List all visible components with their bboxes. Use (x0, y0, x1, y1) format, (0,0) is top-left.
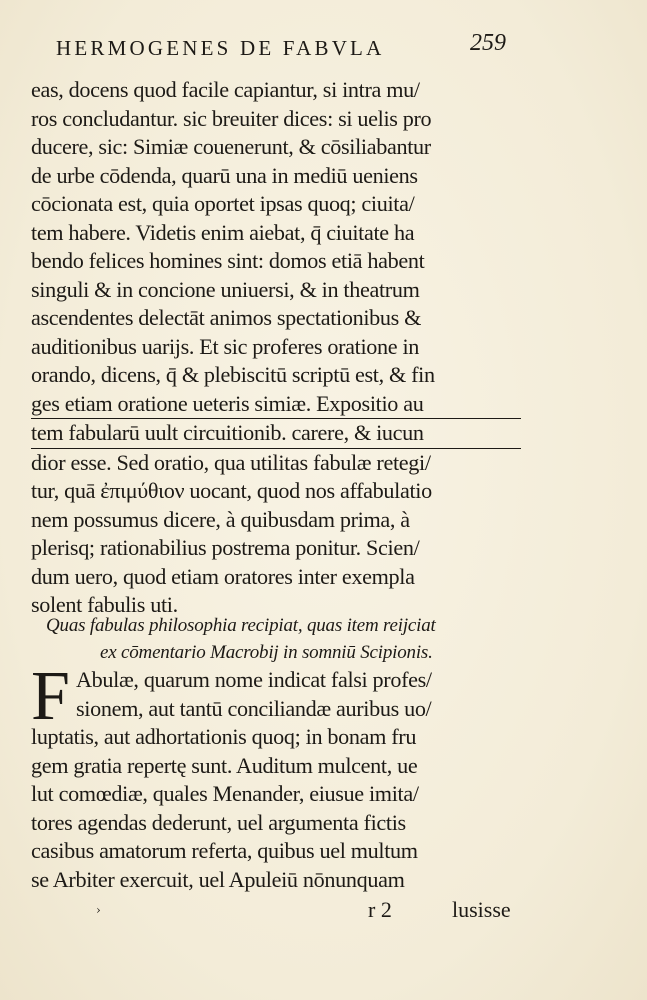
text-line: casibus amatorum referta, quibus uel multum (31, 838, 418, 863)
text-line: tores agendas dederunt, uel argumenta fictis (31, 809, 406, 835)
section-heading-line: Quas fabulas philosophia recipiat, quas item reijciat (46, 615, 436, 636)
text-line: lut comœdiæ, quales Menander, eiusue imita/ (31, 781, 419, 806)
signature-mark: r 2 (368, 897, 392, 922)
text-line: ros concludantur. sic breuiter dices: si uelis pro (31, 105, 432, 131)
text-line: sionem, aut tantū conciliandæ auribus uo/ (76, 695, 432, 721)
text-line: ducere, sic: Simiæ couenerunt, & cōsiliabantur (31, 134, 431, 159)
text-line: tem habere. Videtis enim aiebat, q̄ ciuitate ha (31, 219, 415, 245)
catchword: lusisse (452, 897, 511, 922)
text-line: plerisq; rationabilius postrema ponitur. Scien/ (31, 535, 420, 560)
text-line: de urbe cōdenda, quarū una in mediū ueniens (31, 162, 418, 188)
underlined-text-line: tem fabularū uult circuitionib. carere, & iucun (31, 419, 521, 449)
underlined-text-line: ges etiam oratione ueteris simiæ. Expositio au (31, 390, 521, 420)
text-line: singuli & in concione uniuersi, & in theatrum (31, 276, 420, 302)
paragraph (31, 658, 521, 894)
text-line: cōcionata est, quia oportet ipsas quoq; ciuita/ (31, 191, 415, 216)
printer-mark: › (96, 903, 101, 917)
text-line: orando, dicens, q̄ & plebiscitū scriptū est, & fin (31, 362, 435, 387)
text-line: gem gratia repertę sunt. Auditum mulcent, ue (31, 752, 418, 778)
footer-catchline (96, 897, 516, 927)
text-line: se Arbiter exercuit, uel Apuleiū nōnunquam (31, 866, 405, 892)
text-line: ascendentes delectāt animos spectationibus & (31, 305, 422, 330)
text-line: bendo felices homines sint: domos etiā habent (31, 248, 425, 273)
text-line: eas, docens quod facile capiantur, si intra mu/ (31, 77, 420, 102)
text-line: nem possumus dicere, à quibusdam prima, à (31, 506, 410, 532)
text-line: tur, quā ἐπιμύθιον uocant, quod nos affabulatio (31, 478, 432, 503)
body-text (31, 76, 521, 620)
text-line: dum uero, quod etiam oratores inter exempla (31, 563, 415, 589)
page-number: 259 (470, 30, 506, 56)
section-heading-line: ex cōmentario Macrobij in somniū Scipionis. (100, 642, 433, 663)
drop-cap: F (31, 658, 70, 735)
text-line: Abulæ, quarum nome indicat falsi profes/ (76, 667, 432, 692)
text-line: luptatis, aut adhortationis quoq; in bonam fru (31, 724, 417, 749)
text-line: solent fabulis uti. (31, 592, 178, 617)
section-heading (46, 612, 516, 666)
running-title: HERMOGENES DE FABVLA (56, 36, 385, 60)
text-line: dior esse. Sed oratio, qua utilitas fabulæ retegi/ (31, 449, 431, 475)
text-line: auditionibus uarijs. Et sic proferes oratione in (31, 333, 420, 359)
